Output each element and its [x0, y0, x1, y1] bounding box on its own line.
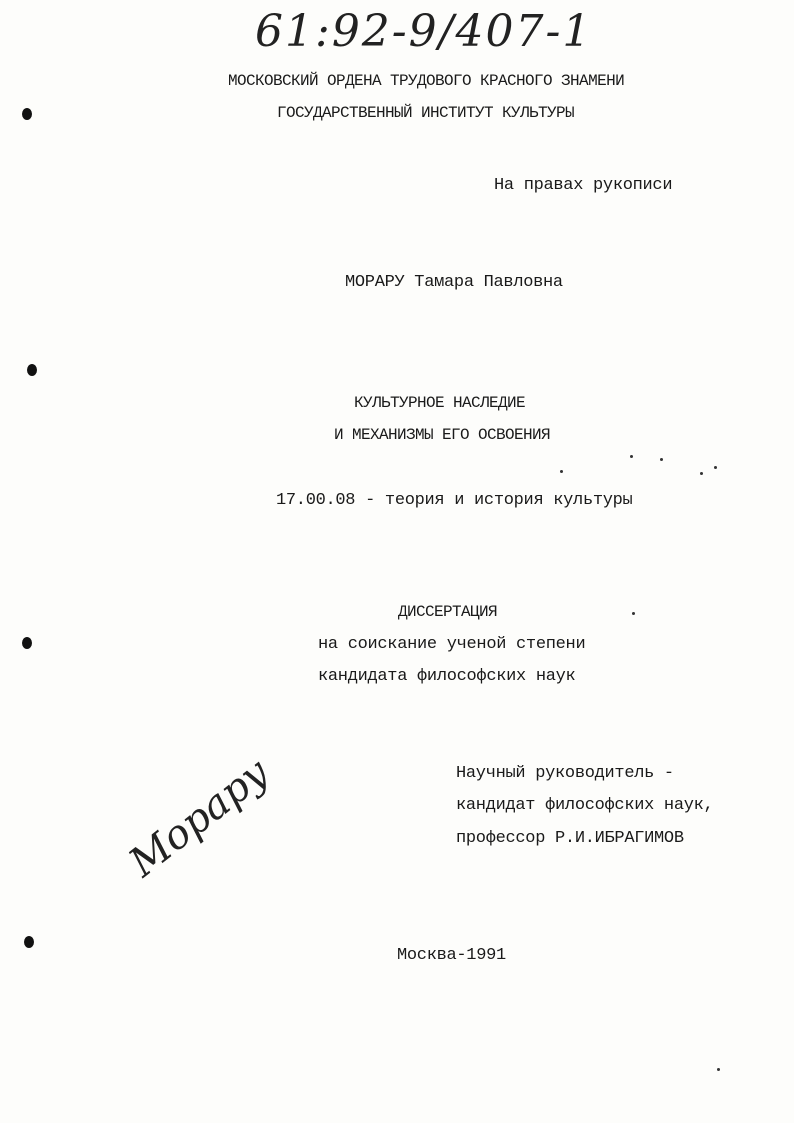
title-line-1: КУЛЬТУРНОЕ НАСЛЕДИЕ [354, 394, 526, 412]
binder-hole [22, 108, 32, 120]
supervisor-line-1: Научный руководитель - [456, 764, 674, 783]
scan-speck [632, 612, 635, 615]
supervisor-line-3: профессор Р.И.ИБРАГИМОВ [456, 829, 684, 848]
scan-speck [560, 470, 563, 473]
institution-line-1: МОСКОВСКИЙ ОРДЕНА ТРУДОВОГО КРАСНОГО ЗНАМЕНИ [228, 72, 625, 90]
archive-number: 61:92-9/407-1 [255, 6, 593, 57]
manuscript-rights: На правах рукописи [494, 176, 673, 195]
binder-hole [24, 936, 34, 948]
author-name: МОРАРУ Тамара Павловна [345, 273, 563, 292]
institution-line-2: ГОСУДАРСТВЕННЫЙ ИНСТИТУТ КУЛЬТУРЫ [277, 104, 575, 122]
author-signature: Морару [120, 749, 278, 887]
scan-speck [630, 455, 633, 458]
dissertation-line-1: на соискание ученой степени [318, 635, 586, 654]
title-line-2: И МЕХАНИЗМЫ ЕГО ОСВОЕНИЯ [334, 426, 551, 444]
supervisor-line-2: кандидат философских наук, [456, 796, 714, 815]
dissertation-line-2: кандидата философских наук [318, 667, 576, 686]
scan-speck [717, 1068, 720, 1071]
scan-speck [714, 466, 717, 469]
dissertation-heading: ДИССЕРТАЦИЯ [398, 603, 498, 621]
city-year: Москва-1991 [397, 946, 506, 965]
specialty: 17.00.08 - теория и история культуры [276, 491, 633, 510]
scan-speck [700, 472, 703, 475]
binder-hole [27, 364, 37, 376]
scan-speck [660, 458, 663, 461]
binder-hole [22, 637, 32, 649]
